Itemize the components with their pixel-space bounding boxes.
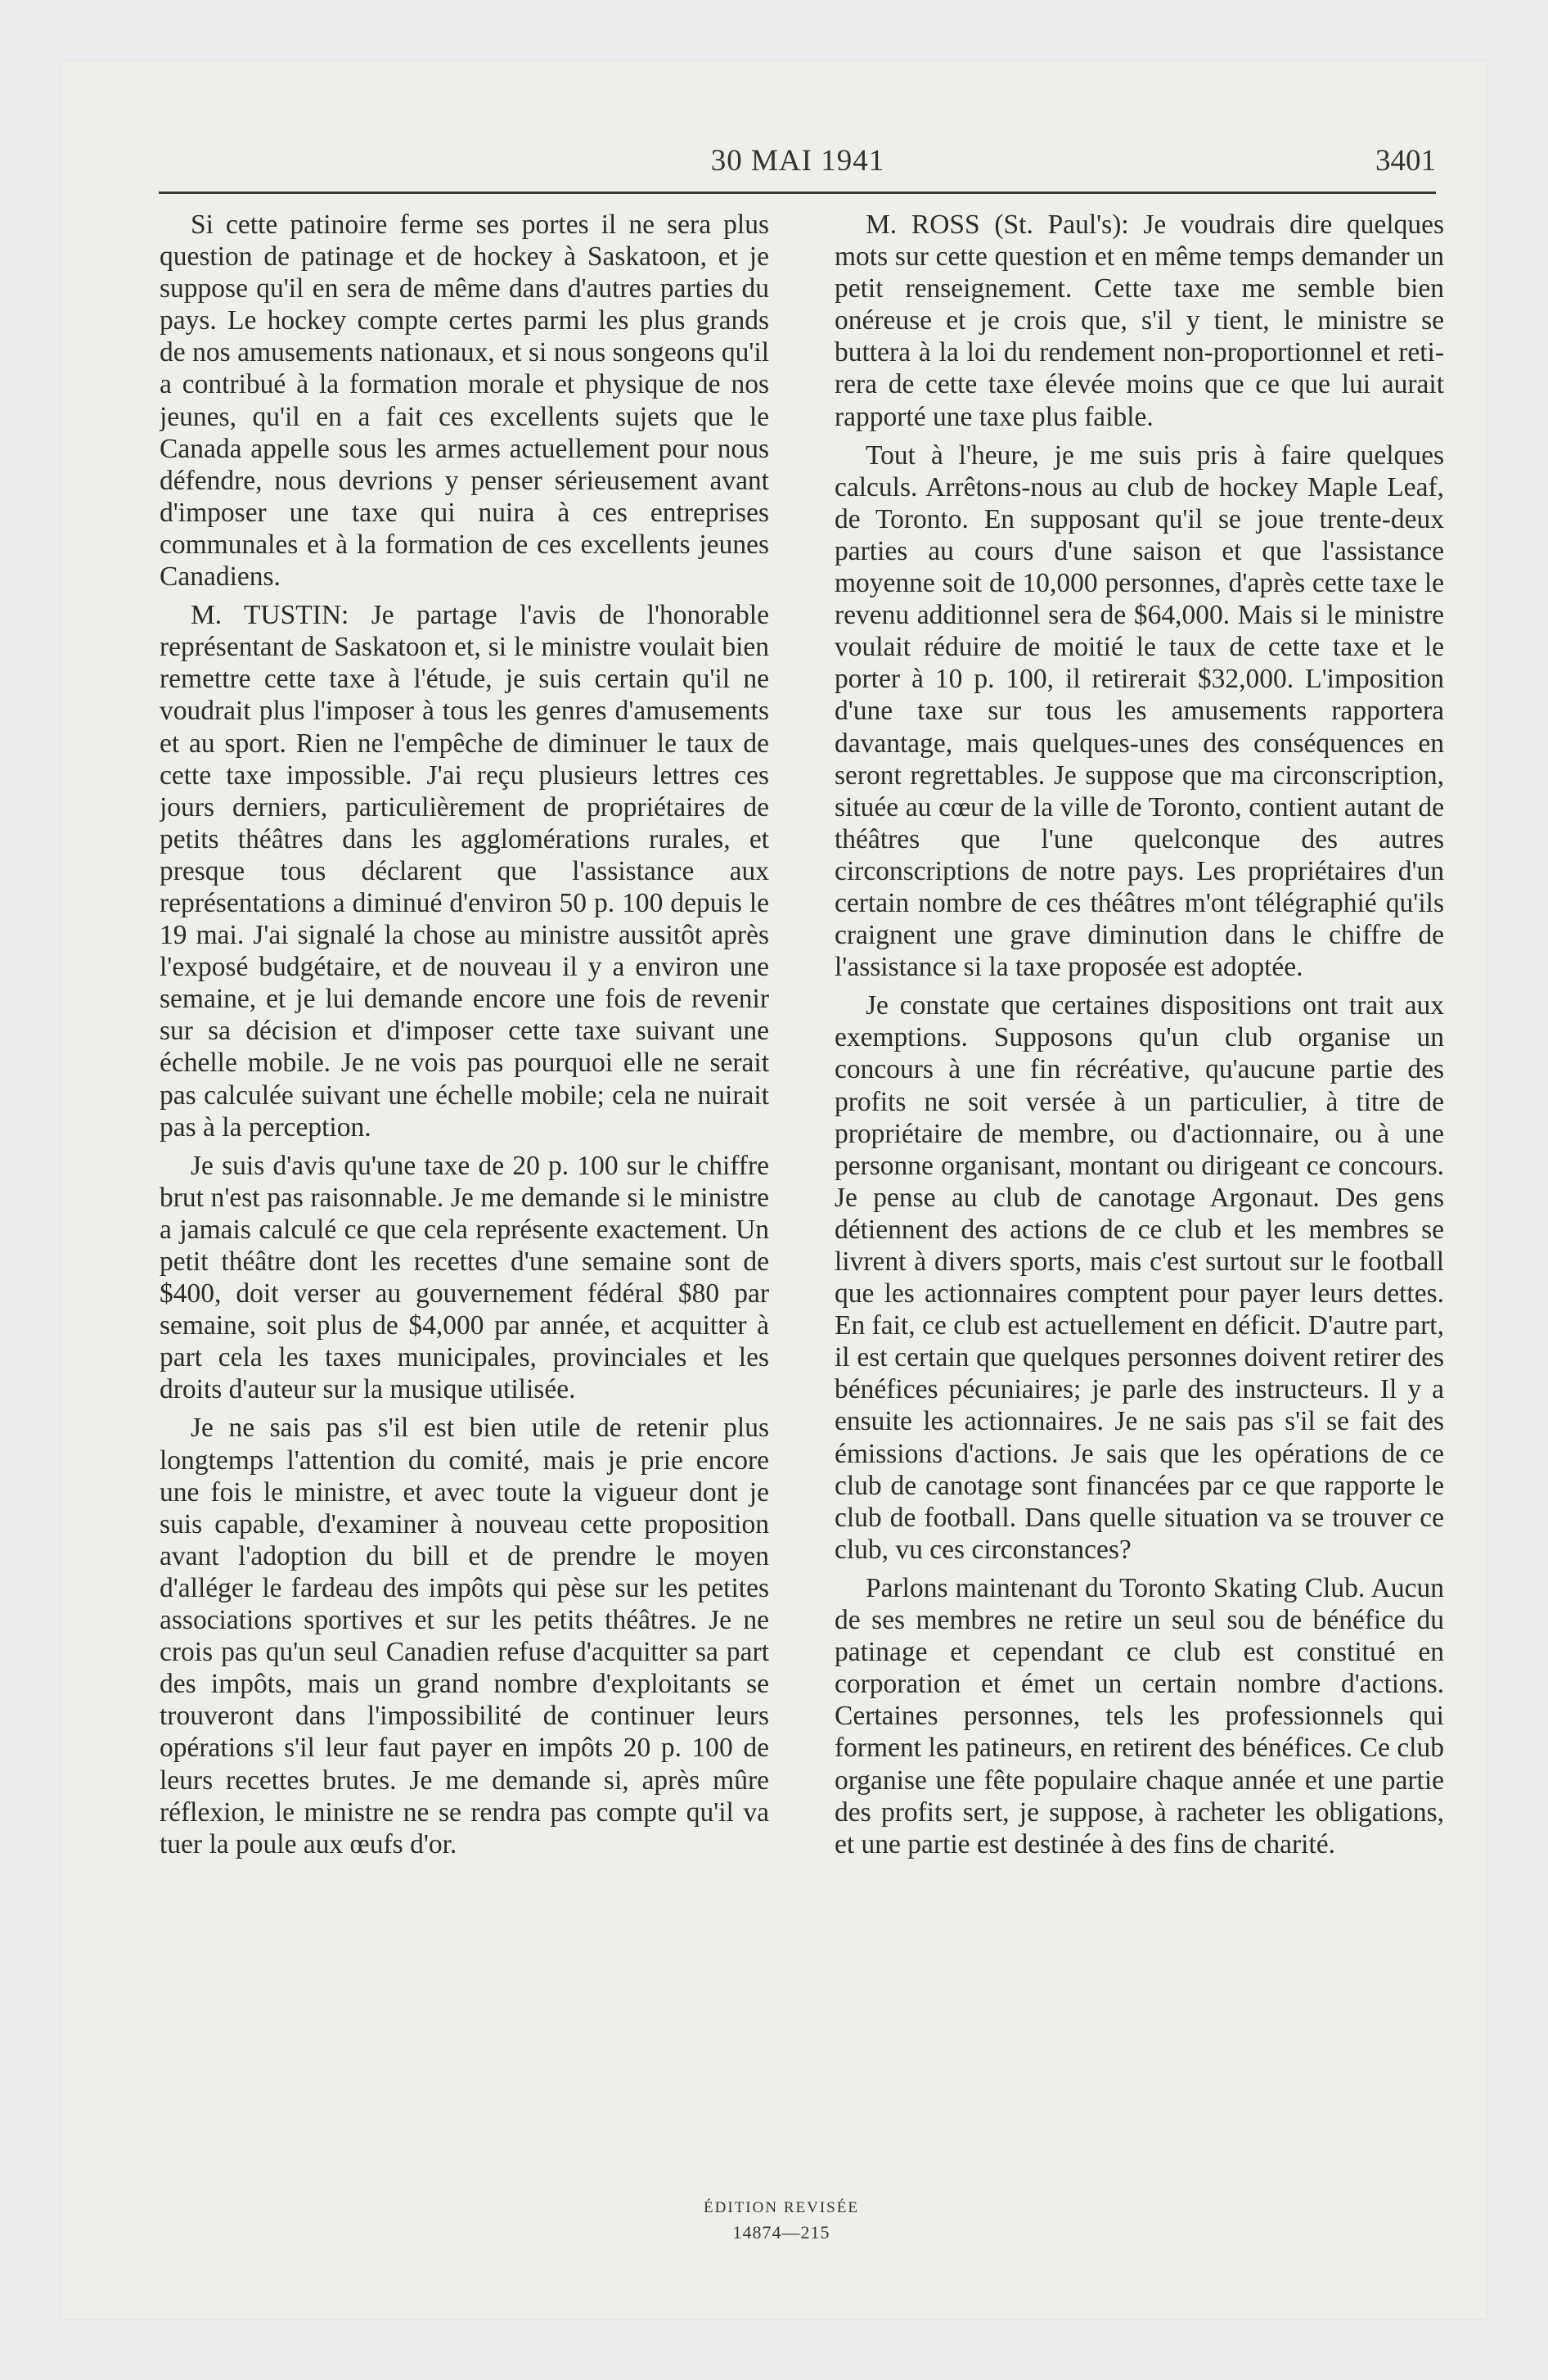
right-column — [835, 209, 1444, 2206]
left-column — [160, 209, 769, 2206]
page-header — [160, 137, 1436, 186]
paragraph: Je constate que certaines dispositions ont trait aux exemptions. Supposons qu'un club organise un concours à une fin récréative, qu'aucune partie des profits ne soit versée à un particulier, à titre de propriétaire de membre, ou d'actionnaire, ou à une personne organisant, montant ou dirigeant ce concours. Je pense au club de canotage Argonaut. Des gens détiennent des actions de ce club et les membres se livrent à divers sports, mais c'est surtout sur le football que les actionnaires comptent pour payer leurs dettes. En fait, ce club est actuellement en déficit. D'autre part, il est certain que quelques personnes doivent retirer des bénéfices pécuniaires; je parle des instructeurs. Il y a ensuite les actionnaires. Je ne sais pas s'il se fait des émissions d'actions. Je sais que les opérations de ce club de canotage sont financées par ce que rapporte le club de football. Dans quelle situation va se trouver ce club, vu ces circonstances? — [835, 990, 1444, 1565]
page-date: 30 MAI 1941 — [710, 144, 885, 178]
paragraph: Tout à l'heure, je me suis pris à faire quelques calculs. Arrêtons-nous au club de hockey Maple Leaf, de Toronto. En supposant qu'il se joue trente-deux parties au cours d'une saison et que l'assistance moyenne soit de 10,000 personnes, d'après cette taxe le revenu additionnel sera de $64,000. Mais si le ministre voulait réduire de moitié le taux de cette taxe et le porter à 10 p. 100, il retirerait $32,000. L'imposition d'une taxe sur tous les amusements rapportera davantage, mais quelques-unes des conséquences en seront regrettables. Je suppose que ma circonscription, située au cœur de la ville de Toronto, contient autant de théâtres que l'une quelconque des autres circonscriptions de notre pays. Les propriétaires d'un certain nombre de ces théâtres m'ont télégraphié qu'ils craignent une grave diminution dans le chiffre de l'assistance si la taxe proposée est adoptée. — [835, 439, 1444, 983]
edition-label: ÉDITION REVISÉE — [704, 2199, 859, 2216]
paragraph: Je ne sais pas s'il est bien utile de retenir plus longtemps l'attention du comité, mais je prie encore une fois le ministre, et avec toute la vigueur dont je suis capable, d'examiner à nouveau cette proposition avant l'adoption du bill et de prendre le moyen d'alléger le fardeau des impôts qui pèse sur les petites associations sportives et sur les petits théâtres. Je ne crois pas qu'un seul Canadien refuse d'acquitter sa part des impôts, mais un grand nombre d'exploitants se trouveront dans l'impossibilité de continuer leurs opérations s'il leur faut payer en impôts 20 p. 100 de leurs recettes brutes. Je me demande si, après mûre réflexion, le ministre ne se rendra pas compte qu'il va tuer la poule aux œufs d'or. — [160, 1413, 769, 1859]
document-page — [61, 61, 1487, 2319]
header-rule — [159, 192, 1436, 194]
paragraph: M. ROSS (St. Paul's): Je voudrais dire quelques mots sur cette question et en même temps demander un petit renseignement. Cette taxe me semble bien onéreuse et je crois que, s'il y tient, le ministre se buttera à la loi du rendement non-proportionnel et retirera de cette taxe élevée moins que ce que lui aurait rapporté une taxe plus faible. — [835, 210, 1444, 432]
paragraph: Si cette patinoire ferme ses portes il ne sera plus question de patinage et de hockey à Saskatoon, et je suppose qu'il en sera de même dans d'autres parties du pays. Le hockey compte certes parmi les plus grands de nos amusements nationaux, et si nous songeons qu'il a contribué à la formation morale et physique de nos jeunes, qu'il en a fait ces excellents sujets que le Canada appelle sous les armes actuellement pour nous défendre, nous devrions y penser sérieusement avant d'imposer une taxe qui nuira à ces entreprises communales et à la formation de ces excellents jeunes Canadiens. — [160, 210, 769, 593]
paragraph: Je suis d'avis qu'une taxe de 20 p. 100 sur le chiffre brut n'est pas raisonnable. Je me demande si le ministre a jamais calculé ce que cela représente exactement. Un petit théâtre dont les recettes d'une semaine sont de $400, doit verser au gouvernement fédéral $80 par semaine, soit plus de $4,000 par année, et acquitter à part cela les taxes municipales, provinciales et les droits d'auteur sur la musique utilisée. — [160, 1150, 769, 1405]
paragraph: M. TUSTIN: Je partage l'avis de l'honorable représentant de Saskatoon et, si le ministre voulait bien remettre cette taxe à l'étude, je suis certain qu'il ne voudrait plus l'imposer à tous les genres d'amusements et au sport. Rien ne l'empêche de diminuer le taux de cette taxe impossible. J'ai reçu plusieurs lettres ces jours derniers, particulièrement de propriétaires de petits théâtres dans les agglomérations rurales, et presque tous déclarent que l'assistance aux représentations a diminué d'environ 50 p. 100 depuis le 19 mai. J'ai signalé la chose au ministre aussitôt après l'exposé budgétaire, et de nouveau il y a environ une semaine, et je lui demande encore une fois de revenir sur sa décision et d'imposer cette taxe suivant une échelle mobile. Je ne vois pas pourquoi elle ne serait pas calculée suivant une échelle mobile; cela ne nuirait pas à la perception. — [160, 600, 769, 1143]
paragraph: Parlons maintenant du Toronto Skating Club. Aucun de ses membres ne retire un seul sou de bénéfice du patinage et cependant ce club est constitué en corporation et émet un certain nombre d'actions. Certaines personnes, tels les professionnels qui forment les patineurs, en retirent des bénéfices. Ce club organise une fête populaire chaque année et une partie des profits sert, je suppose, à racheter les obligations, et une partie est destinée à des fins de charité. — [835, 1572, 1444, 1859]
page-footer — [671, 2199, 892, 2243]
page-number: 3401 — [1375, 144, 1436, 178]
print-code: 14874—215 — [732, 2222, 830, 2243]
